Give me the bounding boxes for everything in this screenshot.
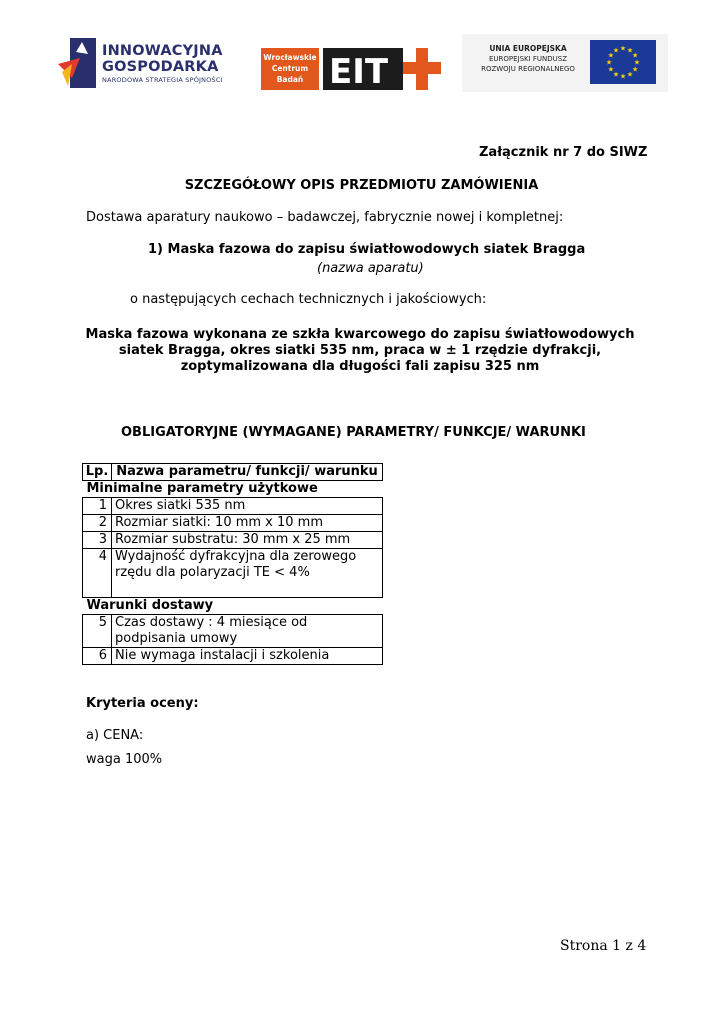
eu-star-icon: ★: [619, 44, 627, 53]
description-line-1: Maska fazowa wykonana ze szkła kwarcowego do zapisu światłowodowych: [85, 327, 635, 342]
ig-emblem-icon: [58, 34, 98, 92]
section-row: [83, 481, 383, 498]
row-num: 2: [83, 515, 112, 532]
table-row: [83, 615, 383, 648]
col-lp-header: Lp.: [83, 464, 112, 481]
wcb-logo-line1: Wrocławskie: [263, 53, 317, 62]
attachment-label: Załącznik nr 7 do SIWZ: [479, 145, 648, 160]
table-header-row: [83, 464, 383, 481]
page-number: Strona 1 z 4: [560, 938, 647, 954]
document-title-text: SZCZEGÓŁOWY OPIS PRZEDMIOTU ZAMÓWIENIA: [184, 178, 539, 193]
eu-star-icon: ★: [605, 58, 613, 67]
eu-star-icon: ★: [626, 46, 634, 55]
eu-star-icon: ★: [612, 70, 620, 79]
ue-logo-line2: EUROPEJSKI FUNDUSZ: [488, 55, 568, 63]
table-row: [83, 515, 383, 532]
eit-plus-logo: [323, 48, 441, 90]
description-line-2: siatek Bragga, okres siatki 535 nm, praca w ± 1 rzędzie dyfrakcji,: [118, 343, 602, 358]
eu-star-icon: ★: [626, 70, 634, 79]
row-num: 1: [83, 498, 112, 515]
row-text: Nie wymaga instalacji i szkolenia: [112, 648, 383, 665]
section-row: [83, 598, 383, 615]
row-num: 5: [83, 615, 112, 648]
criteria-weight: waga 100%: [86, 752, 163, 767]
row-num: 3: [83, 532, 112, 549]
eu-star-icon: ★: [607, 51, 615, 60]
eu-star-icon: ★: [607, 65, 615, 74]
ig-logo-line2: GOSPODARKA: [102, 58, 219, 75]
section-delivery: Warunki dostawy: [86, 598, 214, 613]
col-name-header: Nazwa parametru/ funkcji/ warunku: [112, 464, 383, 481]
ue-logo-line3: ROZWOJU REGIONALNEGO: [481, 65, 575, 73]
row-num: 4: [83, 549, 112, 598]
intro-text: Dostawa aparatury naukowo – badawczej, fabrycznie nowej i kompletnej:: [86, 210, 564, 225]
parameters-table: [82, 463, 383, 665]
wcb-logo-line3: Badań: [276, 75, 304, 84]
row-text: Okres siatki 535 nm: [112, 498, 383, 515]
features-intro: o następujących cechach technicznych i jakościowych:: [130, 292, 487, 307]
svg-text:EIT: EIT: [329, 52, 389, 90]
description-line-3: zoptymalizowana dla długości fali zapisu 325 nm: [180, 359, 540, 374]
ig-logo-line3: NARODOWA STRATEGIA SPÓJNOŚCI: [102, 76, 223, 84]
eu-star-icon: ★: [633, 58, 641, 67]
eu-flag-icon: [590, 40, 656, 84]
table-row: [83, 549, 383, 598]
row-num: 6: [83, 648, 112, 665]
ig-logo-line1: INNOWACYJNA: [102, 43, 223, 59]
row-text: Czas dostawy : 4 miesiące od podpisania umowy: [112, 615, 383, 648]
table-row: [83, 532, 383, 549]
eu-star-icon: ★: [619, 72, 627, 81]
section-min-params: Minimalne parametry użytkowe: [86, 481, 318, 496]
row-text: Rozmiar substratu: 30 mm x 25 mm: [112, 532, 383, 549]
innowacyjna-gospodarka-logo: [58, 34, 238, 92]
document-title: [0, 178, 725, 194]
eu-star-icon: ★: [631, 65, 639, 74]
ue-logo-line1: UNIA EUROPEJSKA: [489, 44, 567, 53]
eu-star-icon: ★: [631, 51, 639, 60]
wcb-logo-line2: Centrum: [271, 64, 309, 73]
table-row: [83, 648, 383, 665]
ue-logo: [462, 34, 668, 92]
obligatory-heading: OBLIGATORYJNE (WYMAGANE) PARAMETRY/ FUNKCJE/ WARUNKI: [121, 425, 586, 440]
item-heading: 1) Maska fazowa do zapisu światłowodowych siatek Bragga: [148, 242, 586, 257]
row-text: Rozmiar siatki: 10 mm x 10 mm: [112, 515, 383, 532]
criteria-price: a) CENA:: [86, 728, 144, 743]
wcb-logo: [261, 48, 319, 90]
eit-plus-icon: [323, 48, 441, 90]
row-text: Wydajność dyfrakcyjna dla zerowego rzędu dla polaryzacji TE < 4%: [112, 549, 383, 598]
item-subtitle: (nazwa aparatu): [317, 261, 424, 276]
eu-star-icon: ★: [612, 46, 620, 55]
table-row: [83, 498, 383, 515]
criteria-heading: Kryteria oceny:: [86, 696, 199, 711]
